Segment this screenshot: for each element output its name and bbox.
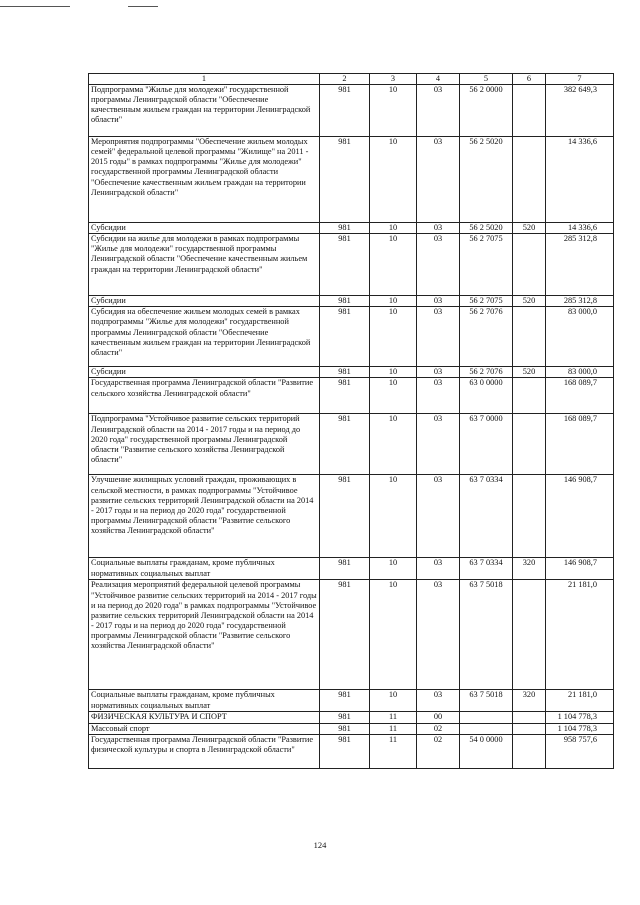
cell-section: 10 [370,234,417,296]
column-header: 1 [89,74,320,85]
table-row [89,307,614,367]
cell-subsection: 03 [417,558,460,580]
cell-ministry-code: 981 [320,580,370,690]
cell-amount: 168 089,7 [546,378,614,414]
cell-subsection: 03 [417,475,460,558]
cell-subsection: 03 [417,414,460,475]
cell-subsection: 03 [417,85,460,137]
cell-ministry-code: 981 [320,223,370,234]
cell-expense-type [513,580,546,690]
cell-ministry-code: 981 [320,414,370,475]
table-row [89,712,614,723]
cell-target-article: 63 7 0334 [460,475,513,558]
table-row [89,223,614,234]
table-row [89,690,614,712]
cell-amount: 382 649,3 [546,85,614,137]
column-header: 7 [546,74,614,85]
table-row [89,734,614,768]
cell-section: 10 [370,85,417,137]
row-name: Улучшение жилищных условий граждан, проживающих в сельской местности, в рамках подпрограммы "Устойчивое развитие сельских территорий Ленинградской области на 2014 - 2017 годы и на период до 2020 года" государственной программы Ленинградской области "Развитие сельского хозяйства Ленинградской области" [89,475,320,558]
cell-ministry-code: 981 [320,85,370,137]
table-row [89,367,614,378]
cell-target-article: 63 0 0000 [460,378,513,414]
cell-expense-type [513,307,546,367]
column-header: 4 [417,74,460,85]
cell-subsection: 03 [417,367,460,378]
cell-subsection: 02 [417,734,460,768]
cell-expense-type: 320 [513,558,546,580]
column-header: 3 [370,74,417,85]
cell-ministry-code: 981 [320,296,370,307]
cell-subsection: 03 [417,378,460,414]
cell-target-article: 54 0 0000 [460,734,513,768]
cell-amount: 1 104 778,3 [546,712,614,723]
row-name: Государственная программа Ленинградской области "Развитие сельского хозяйства Ленинградской области" [89,378,320,414]
cell-subsection: 03 [417,580,460,690]
cell-subsection: 03 [417,307,460,367]
cell-target-article: 56 2 7075 [460,296,513,307]
column-header: 5 [460,74,513,85]
cell-expense-type [513,414,546,475]
cell-expense-type: 520 [513,367,546,378]
cell-section: 11 [370,734,417,768]
column-header: 6 [513,74,546,85]
row-name: Субсидии [89,223,320,234]
table-row [89,296,614,307]
row-name: Массовый спорт [89,723,320,734]
cell-ministry-code: 981 [320,475,370,558]
cell-target-article: 56 2 5020 [460,223,513,234]
cell-ministry-code: 981 [320,558,370,580]
column-header: 2 [320,74,370,85]
table-row [89,85,614,137]
cell-expense-type: 520 [513,223,546,234]
cell-amount: 1 104 778,3 [546,723,614,734]
row-name: Субсидии [89,296,320,307]
page-number: 124 [313,840,327,850]
row-name: Мероприятия подпрограммы "Обеспечение жильем молодых семей" федеральной целевой программы "Жилище" на 2011 - 2015 годы" в рамках подпрограммы "Жилье для молодежи" государственной программы Ленинградской области "Обеспечение качественным жильем граждан на территории Ленинградской области" [89,137,320,223]
cell-amount: 83 000,0 [546,367,614,378]
cell-ministry-code: 981 [320,137,370,223]
cell-subsection: 03 [417,137,460,223]
table-row [89,580,614,690]
cell-expense-type [513,85,546,137]
budget-table [88,73,614,769]
scan-artifact-line [0,6,70,7]
cell-amount: 14 336,6 [546,223,614,234]
row-name: Подпрограмма "Устойчивое развитие сельских территорий Ленинградской области на 2014 - 2017 годы и на период до 2020 года" государственной программы Ленинградской области "Развитие сельского хозяйства Ленинградской области" [89,414,320,475]
row-name: Субсидии [89,367,320,378]
row-name: Реализация мероприятий федеральной целевой программы "Устойчивое развитие сельских территорий на 2014 - 2017 годы и на период до 2020 года" в рамках подпрограммы "Устойчивое развитие сельских территорий Ленинградской области на 2014 - 2017 годы и на период до 2020 года" государственной программы Ленинградской области "Развитие сельского хозяйства Ленинградской области" [89,580,320,690]
cell-amount: 21 181,0 [546,690,614,712]
row-name: Субсидии на жилье для молодежи в рамках подпрограммы "Жилье для молодежи" государственной программы Ленинградской области "Обеспечение качественным жильем граждан на территории Ленинградской области" [89,234,320,296]
cell-expense-type [513,137,546,223]
cell-subsection: 00 [417,712,460,723]
cell-section: 11 [370,723,417,734]
cell-amount: 168 089,7 [546,414,614,475]
cell-amount: 14 336,6 [546,137,614,223]
cell-target-article: 63 7 5018 [460,690,513,712]
table-header-row [89,74,614,85]
cell-expense-type [513,234,546,296]
cell-expense-type [513,723,546,734]
row-name: ФИЗИЧЕСКАЯ КУЛЬТУРА И СПОРТ [89,712,320,723]
cell-target-article: 56 2 7076 [460,367,513,378]
cell-ministry-code: 981 [320,378,370,414]
cell-subsection: 03 [417,690,460,712]
cell-target-article: 56 2 7075 [460,234,513,296]
cell-expense-type [513,734,546,768]
cell-section: 10 [370,558,417,580]
cell-ministry-code: 981 [320,723,370,734]
cell-ministry-code: 981 [320,307,370,367]
row-name: Социальные выплаты гражданам, кроме публичных нормативных социальных выплат [89,558,320,580]
cell-expense-type: 320 [513,690,546,712]
cell-target-article [460,723,513,734]
cell-subsection: 03 [417,234,460,296]
cell-amount: 285 312,8 [546,296,614,307]
cell-section: 10 [370,414,417,475]
table-row [89,234,614,296]
cell-ministry-code: 981 [320,367,370,378]
cell-amount: 285 312,8 [546,234,614,296]
table-row [89,414,614,475]
table-row [89,558,614,580]
cell-section: 10 [370,296,417,307]
cell-expense-type: 520 [513,296,546,307]
cell-ministry-code: 981 [320,734,370,768]
cell-ministry-code: 981 [320,712,370,723]
cell-section: 10 [370,580,417,690]
cell-section: 11 [370,712,417,723]
cell-amount: 21 181,0 [546,580,614,690]
cell-amount: 146 908,7 [546,558,614,580]
cell-amount: 83 000,0 [546,307,614,367]
cell-target-article: 63 7 5018 [460,580,513,690]
row-name: Субсидия на обеспечение жильем молодых семей в рамках подпрограммы "Жилье для молодежи" государственной программы Ленинградской области "Обеспечение качественным жильем граждан на территории Ленинградской области" [89,307,320,367]
scan-artifact-line [128,6,158,7]
cell-expense-type [513,378,546,414]
table-row [89,723,614,734]
cell-section: 10 [370,223,417,234]
cell-expense-type [513,475,546,558]
cell-expense-type [513,712,546,723]
cell-subsection: 03 [417,296,460,307]
cell-section: 10 [370,690,417,712]
table-row [89,378,614,414]
cell-subsection: 02 [417,723,460,734]
cell-section: 10 [370,367,417,378]
cell-ministry-code: 981 [320,690,370,712]
cell-target-article: 63 7 0334 [460,558,513,580]
cell-section: 10 [370,307,417,367]
table-row [89,137,614,223]
cell-amount: 146 908,7 [546,475,614,558]
cell-ministry-code: 981 [320,234,370,296]
cell-section: 10 [370,378,417,414]
cell-target-article: 56 2 7076 [460,307,513,367]
cell-target-article: 63 7 0000 [460,414,513,475]
row-name: Государственная программа Ленинградской области "Развитие физической культуры и спорта в Ленинградской области" [89,734,320,768]
table-row [89,475,614,558]
cell-target-article [460,712,513,723]
row-name: Подпрограмма "Жилье для молодежи" государственной программы Ленинградской области "Обеспечение качественным жильем граждан на территории Ленинградской области" [89,85,320,137]
cell-target-article: 56 2 0000 [460,85,513,137]
row-name: Социальные выплаты гражданам, кроме публичных нормативных социальных выплат [89,690,320,712]
cell-section: 10 [370,137,417,223]
cell-amount: 958 757,6 [546,734,614,768]
cell-section: 10 [370,475,417,558]
cell-target-article: 56 2 5020 [460,137,513,223]
cell-subsection: 03 [417,223,460,234]
